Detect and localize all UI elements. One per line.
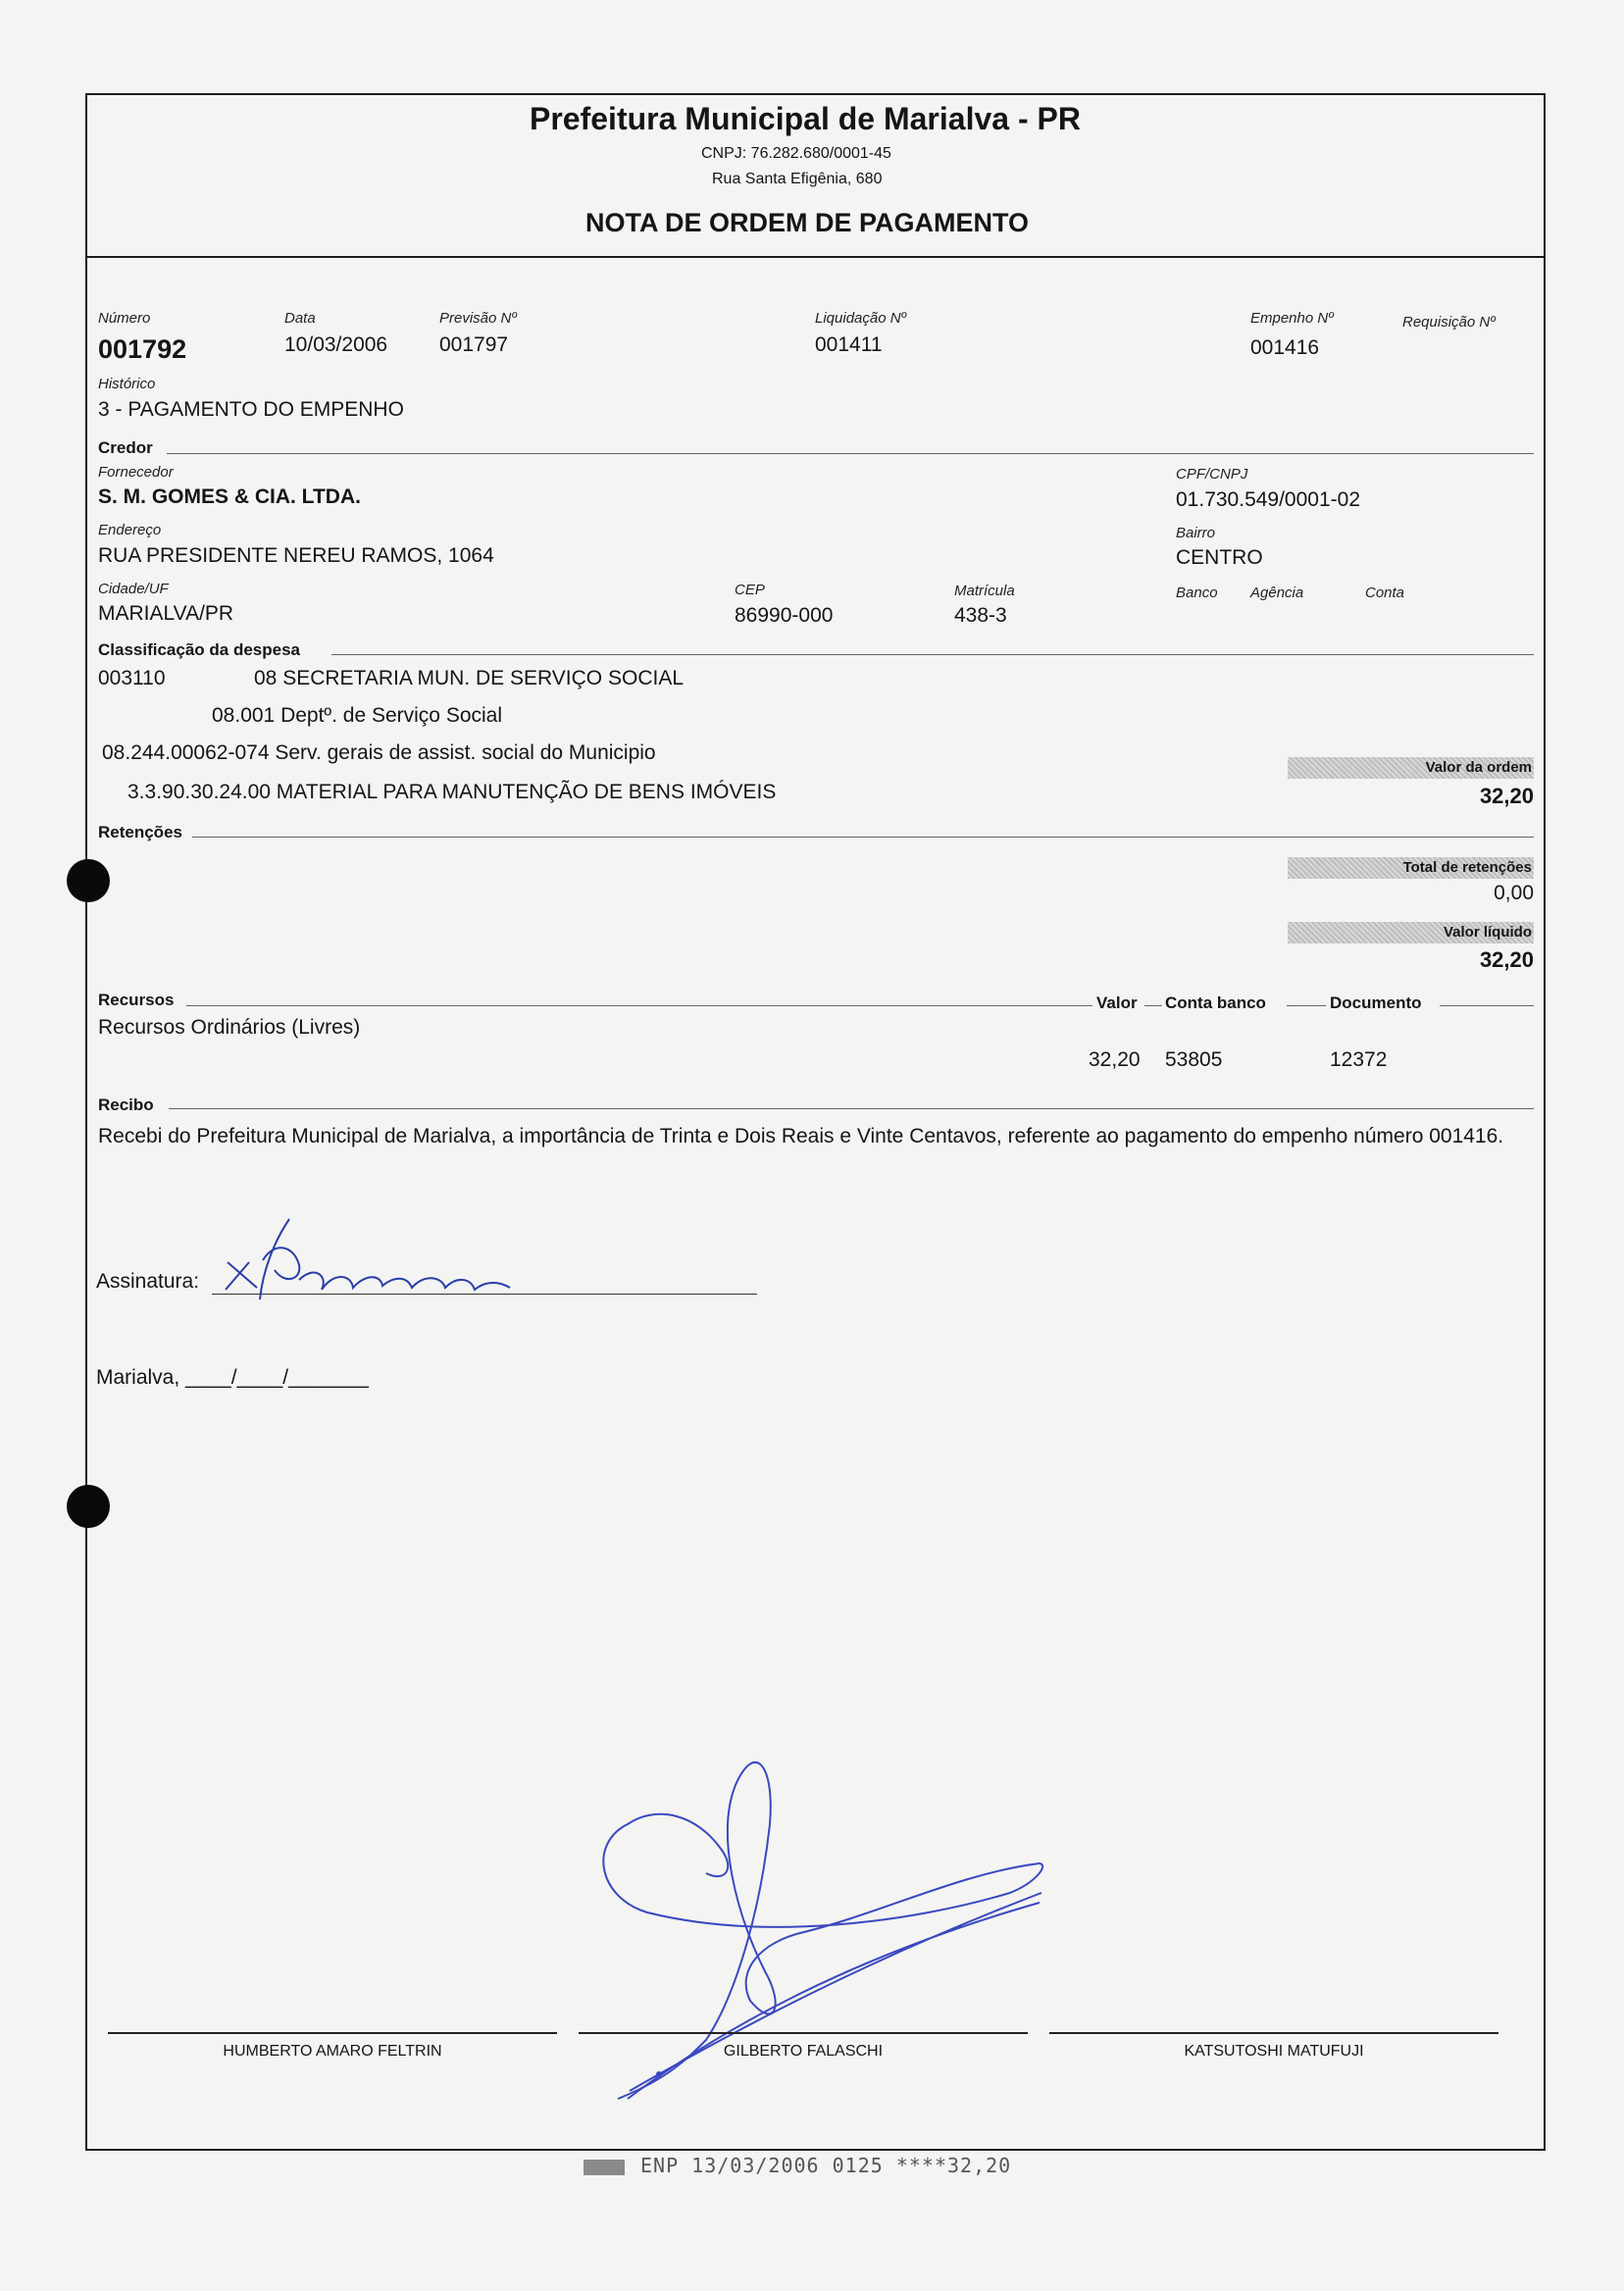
classificacao-section-title: Classificação da despesa: [98, 640, 301, 659]
stamp-mark-icon: [584, 2160, 625, 2175]
issuer-cnpj: CNPJ: 76.282.680/0001-45: [701, 145, 891, 162]
bairro-value: CENTRO: [1176, 546, 1263, 569]
classificacao-line-3: 08.244.00062-074 Serv. gerais de assist. social do Municipio: [102, 741, 656, 764]
valor-liquido-label: Valor líquido: [1443, 924, 1532, 941]
cpf-value: 01.730.549/0001-02: [1176, 488, 1361, 511]
valor-liquido-value: 32,20: [1479, 947, 1534, 972]
requisicao-label: Requisição Nº: [1402, 314, 1496, 331]
document-title: NOTA DE ORDEM DE PAGAMENTO: [585, 208, 1030, 237]
previsao-label: Previsão Nº: [439, 310, 517, 327]
numero-value: 001792: [98, 334, 187, 364]
data-value: 10/03/2006: [284, 333, 388, 356]
issuer-address: Rua Santa Efigênia, 680: [712, 171, 883, 187]
classificacao-line-1: 08 SECRETARIA MUN. DE SERVIÇO SOCIAL: [254, 667, 685, 689]
matricula-label: Matrícula: [954, 583, 1015, 599]
total-retencoes-header: [1288, 857, 1534, 879]
data-label: Data: [284, 310, 316, 327]
signatory-1: HUMBERTO AMARO FELTRIN: [223, 2043, 442, 2060]
signatory-3: KATSUTOSHI MATUFUJI: [1184, 2043, 1364, 2060]
signature-line-3: [1049, 2032, 1498, 2034]
fornecedor-label: Fornecedor: [98, 464, 174, 481]
valor-ordem-label: Valor da ordem: [1425, 759, 1532, 776]
recibo-text: Recebi do Prefeitura Municipal de Marialva, a importância de Trinta e Dois Reais e Vinte Centavos, referente ao pagamento do empenho número 001416.: [98, 1125, 1504, 1147]
retencoes-rule: [192, 837, 1534, 838]
official-signature: [588, 1746, 1059, 2118]
cidade-label: Cidade/UF: [98, 581, 169, 597]
recursos-descricao: Recursos Ordinários (Livres): [98, 1016, 361, 1039]
valor-ordem-value: 32,20: [1479, 784, 1534, 808]
recursos-rule-1: [186, 1005, 1092, 1006]
signature-line-1: [108, 2032, 557, 2034]
cpf-label: CPF/CNPJ: [1176, 466, 1248, 483]
liquidacao-value: 001411: [815, 333, 883, 356]
numero-label: Número: [98, 310, 151, 327]
signatory-2: GILBERTO FALASCHI: [723, 2043, 884, 2060]
classificacao-rule: [331, 654, 1534, 655]
classificacao-line-4: 3.3.90.30.24.00 MATERIAL PARA MANUTENÇÃO DE BENS IMÓVEIS: [127, 781, 777, 803]
recibo-section-title: Recibo: [98, 1095, 154, 1114]
recursos-documento-label: Documento: [1330, 993, 1422, 1012]
stamp-text: ENP 13/03/2006 0125 ****32,20: [640, 2154, 1012, 2177]
recursos-rule-4: [1440, 1005, 1534, 1006]
recursos-valor-label: Valor: [1096, 993, 1138, 1012]
punch-hole-bottom: [67, 1485, 110, 1528]
bank-stamp: [584, 2154, 1011, 2177]
recursos-conta-banco: 53805: [1165, 1048, 1223, 1071]
empenho-label: Empenho Nº: [1250, 310, 1334, 327]
fornecedor-value: S. M. GOMES & CIA. LTDA.: [98, 485, 361, 508]
header-divider: [85, 256, 1546, 258]
classificacao-line-2: 08.001 Deptº. de Serviço Social: [212, 704, 503, 727]
cidade-value: MARIALVA/PR: [98, 602, 234, 625]
conta-label: Conta: [1365, 585, 1405, 601]
endereco-label: Endereço: [98, 522, 162, 538]
recursos-valor: 32,20: [1089, 1048, 1141, 1071]
recibo-rule: [169, 1108, 1534, 1109]
credor-section-title: Credor: [98, 438, 153, 457]
historico-value: 3 - PAGAMENTO DO EMPENHO: [98, 398, 404, 421]
punch-hole-top: [67, 859, 110, 902]
valor-ordem-header: [1288, 757, 1534, 779]
signature-line-2: [579, 2032, 1028, 2034]
recursos-rule-3: [1287, 1005, 1326, 1006]
empenho-value: 001416: [1250, 336, 1320, 359]
liquidacao-label: Liquidação Nº: [815, 310, 907, 327]
matricula-value: 438-3: [954, 604, 1007, 627]
total-retencoes-label: Total de retenções: [1402, 859, 1532, 876]
issuer-title: Prefeitura Municipal de Marialva - PR: [530, 101, 1081, 136]
total-retencoes-value: 0,00: [1494, 882, 1534, 904]
local-date: Marialva, ____/____/_______: [96, 1366, 369, 1389]
valor-liquido-header: [1288, 922, 1534, 943]
retencoes-section-title: Retenções: [98, 823, 182, 841]
historico-label: Histórico: [98, 376, 156, 392]
assinatura-label: Assinatura:: [96, 1270, 200, 1293]
previsao-value: 001797: [439, 333, 509, 356]
agencia-label: Agência: [1250, 585, 1304, 601]
banco-label: Banco: [1176, 585, 1218, 601]
recursos-rule-2: [1144, 1005, 1162, 1006]
recursos-documento: 12372: [1330, 1048, 1388, 1071]
cep-label: CEP: [735, 582, 765, 598]
recibo-signature: [206, 1211, 520, 1304]
cep-value: 86990-000: [735, 604, 834, 627]
endereco-value: RUA PRESIDENTE NEREU RAMOS, 1064: [98, 544, 494, 567]
credor-rule: [167, 453, 1534, 454]
recursos-conta-banco-label: Conta banco: [1165, 993, 1266, 1012]
bairro-label: Bairro: [1176, 525, 1216, 541]
recursos-section-title: Recursos: [98, 991, 175, 1009]
classificacao-code: 003110: [98, 667, 166, 689]
